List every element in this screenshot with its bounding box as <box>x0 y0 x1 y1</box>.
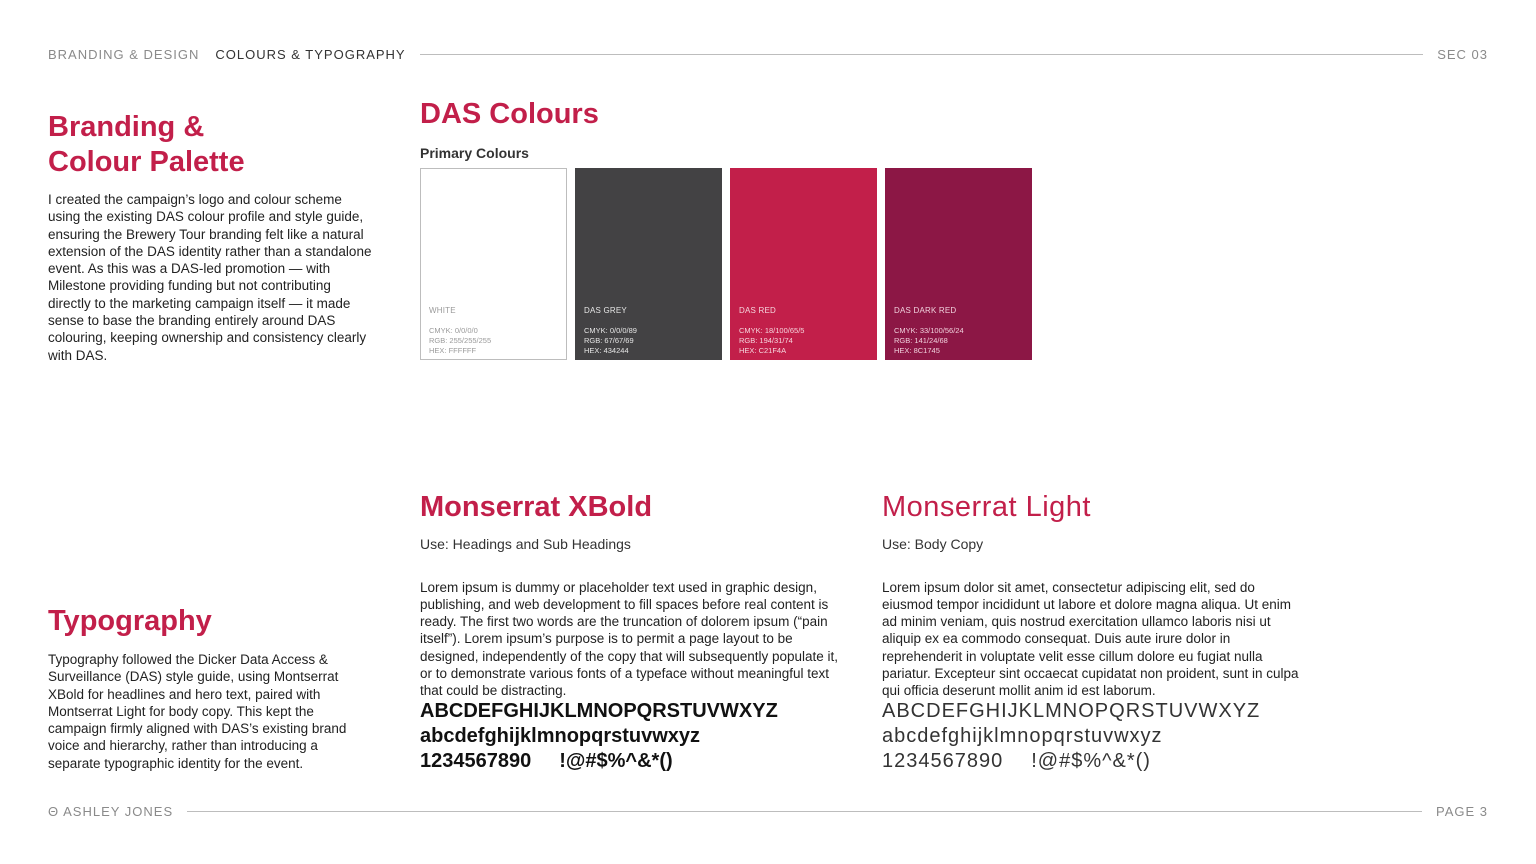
author-name: ASHLEY JONES <box>63 803 174 819</box>
swatch-cmyk: CMYK: 33/100/56/24 <box>894 326 964 335</box>
glyphs-symbols: !@#$%^&*() <box>559 750 673 772</box>
font-light-glyphs <box>882 699 1302 774</box>
glyphs-uppercase: ABCDEFGHIJKLMNOPQRSTUVWXYZ <box>882 700 1261 722</box>
swatch-rgb: RGB: 194/31/74 <box>739 336 793 345</box>
font-light-name: Monserrat Light <box>882 491 1091 523</box>
footer-divider <box>187 811 1422 812</box>
swatch-values <box>894 326 964 356</box>
swatch-name: DAS DARK RED <box>894 306 957 315</box>
swatch-values <box>584 326 637 356</box>
swatch-rgb: RGB: 67/67/69 <box>584 336 634 345</box>
swatch-cmyk: CMYK: 0/0/0/89 <box>584 326 637 335</box>
glyphs-symbols: !@#$%^&*() <box>1031 750 1151 772</box>
swatch-values <box>429 326 491 356</box>
swatch-name: WHITE <box>429 306 456 315</box>
glyphs-digits: 1234567890 <box>420 750 532 772</box>
swatch-values <box>739 326 804 356</box>
font-bold-name: Monserrat XBold <box>420 491 653 523</box>
glyphs-digits-symbols <box>420 749 840 774</box>
branding-title-line2: Colour Palette <box>48 146 245 178</box>
page-number: PAGE 3 <box>1435 803 1488 819</box>
typography-title: Typography <box>48 605 212 637</box>
primary-colours-label: Primary Colours <box>420 145 529 161</box>
page-footer <box>48 801 1488 821</box>
branding-description: I created the campaign’s logo and colour scheme using the existing DAS colour profile and style guide, ensuring the Brewery Tour branding felt like a natural extension of the DAS identity rather than a standalone event. As this was a DAS-led promotion — with Milestone providing funding but not contributing directly to the marketing campaign itself — it made sense to base the branding entirely around DAS colouring, keeping ownership and consistency clearly with DAS. <box>48 192 372 363</box>
swatch-white <box>420 168 567 360</box>
colours-title: DAS Colours <box>420 98 599 130</box>
swatch-hex: HEX: FFFFFF <box>429 346 477 355</box>
swatch-das-dark-red <box>885 168 1032 360</box>
swatch-das-red <box>730 168 877 360</box>
font-light-usage: Use: Body Copy <box>882 536 984 552</box>
swatch-rgb: RGB: 141/24/68 <box>894 336 948 345</box>
branding-title-line1: Branding & <box>48 111 205 143</box>
swatch-rgb: RGB: 255/255/255 <box>429 336 492 345</box>
swatch-row <box>420 168 1032 360</box>
breadcrumb-current: COLOURS & TYPOGRAPHY <box>215 46 406 62</box>
breadcrumb-parent[interactable]: BRANDING & DESIGN <box>48 46 200 62</box>
page-header <box>48 44 1488 64</box>
swatch-name: DAS RED <box>739 306 776 315</box>
glyphs-lowercase: abcdefghijklmnopqrstuvwxyz <box>882 725 1163 747</box>
font-bold-usage: Use: Headings and Sub Headings <box>420 536 631 552</box>
swatch-hex: HEX: 8C1745 <box>894 346 940 355</box>
section-label: SEC 03 <box>1437 46 1488 62</box>
glyphs-lowercase: abcdefghijklmnopqrstuvwxyz <box>420 725 701 747</box>
branding-title <box>48 110 388 180</box>
glyphs-uppercase: ABCDEFGHIJKLMNOPQRSTUVWXYZ <box>420 700 778 722</box>
footer-author <box>48 804 173 819</box>
swatch-cmyk: CMYK: 0/0/0/0 <box>429 326 478 335</box>
author-mark-icon: Θ <box>48 803 60 819</box>
font-bold-glyphs <box>420 699 840 774</box>
swatch-das-grey <box>575 168 722 360</box>
font-bold-sample-text: Lorem ipsum is dummy or placeholder text used in graphic design, publishing, and web development to fill spaces before real content is ready. The first two words are the truncation of dolorem ipsum (“pain itself”). Lorem ipsum’s purpose is to permit a page layout to be designed, independently of the copy that will subsequently populate it, or to demonstrate various fonts of a typeface without meaningful text that could be distracting. <box>420 579 839 699</box>
swatch-hex: HEX: C21F4A <box>739 346 787 355</box>
font-light-sample-text: Lorem ipsum dolor sit amet, consectetur adipiscing elit, sed do eiusmod tempor incididunt ut labore et dolore magna aliqua. Ut enim ad minim veniam, quis nostrud exercitation ullamco laboris nisi ut aliquip ex ea commodo consequat. Duis aute irure dolor in reprehenderit in voluptate velit esse cillum dolore eu fugiat nulla pariatur. Excepteur sint occaecat cupidatat non proident, sunt in culpa qui officia deserunt mollit anim id est laborum. <box>882 579 1299 699</box>
swatch-cmyk: CMYK: 18/100/65/5 <box>739 326 805 335</box>
typography-description: Typography followed the Dicker Data Access & Surveillance (DAS) style guide, using Montserrat XBold for headlines and hero text, paired with Montserrat Light for body copy. This kept the campaign firmly aligned with DAS’s existing brand voice and hierarchy, rather than introducing a separate typographic identity for the event. <box>48 652 347 771</box>
swatch-name: DAS GREY <box>584 306 627 315</box>
header-divider <box>420 54 1424 55</box>
glyphs-digits-symbols <box>882 749 1302 774</box>
swatch-hex: HEX: 434244 <box>584 346 629 355</box>
glyphs-digits: 1234567890 <box>882 750 1004 772</box>
